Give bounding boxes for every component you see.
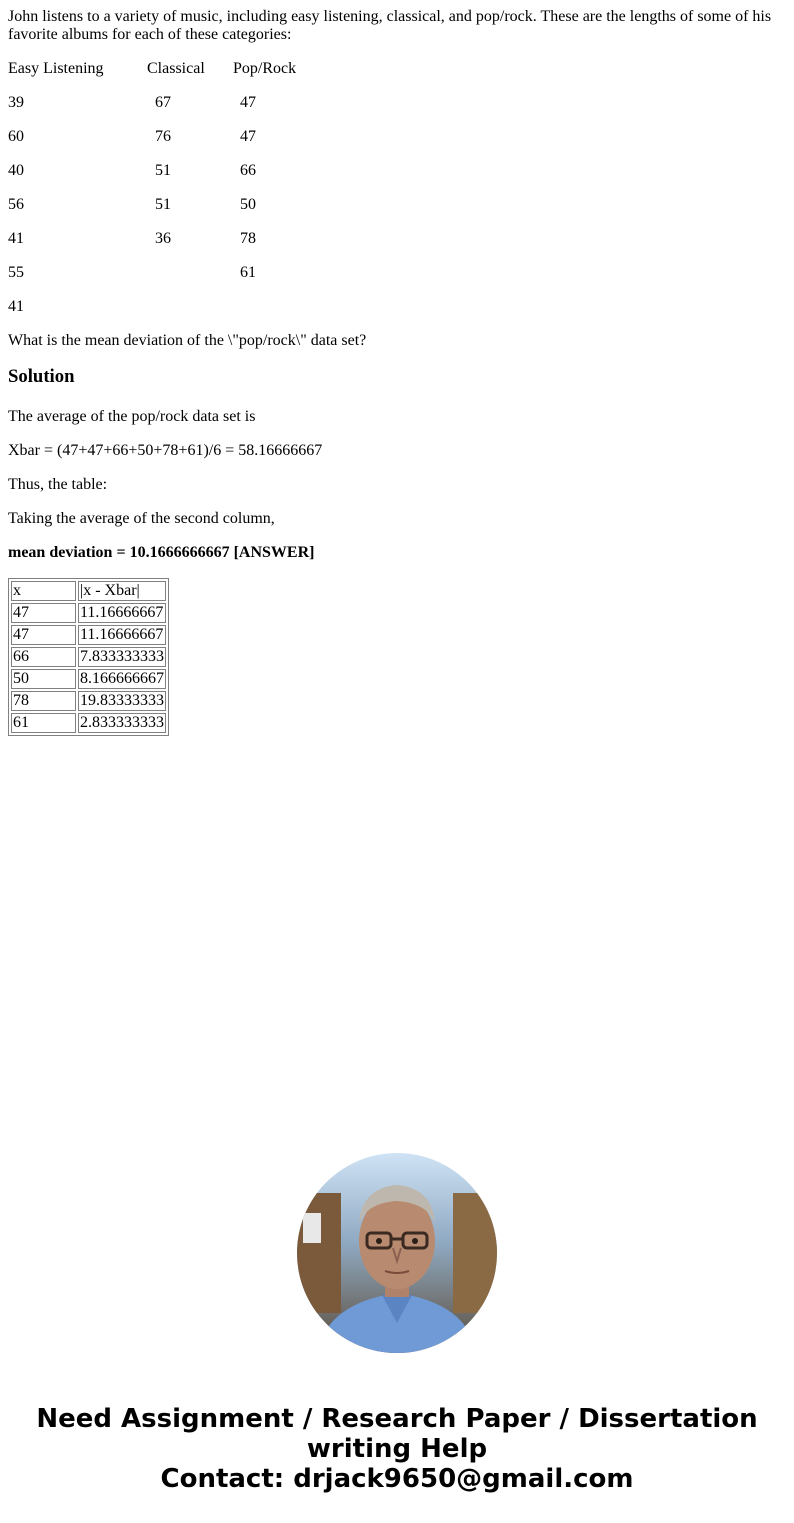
promo-line-2: writing Help <box>306 1434 488 1464</box>
table-cell-x: 50 <box>11 669 76 689</box>
easy-listening-value: 56 <box>8 196 24 213</box>
table-header-abs-deviation: |x - Xbar| <box>78 581 166 601</box>
table-cell-deviation: 7.833333333 <box>80 648 164 665</box>
data-row <box>8 196 786 214</box>
header-easy-listening: Easy Listening <box>8 60 104 77</box>
easy-listening-value: 60 <box>8 128 24 145</box>
easy-listening-value: 41 <box>8 230 24 247</box>
solution-heading: Solution <box>8 366 75 387</box>
header-pop-rock: Pop/Rock <box>233 60 297 77</box>
pop-rock-value: 78 <box>240 230 256 247</box>
data-row <box>8 264 786 282</box>
header-classical: Classical <box>147 60 205 77</box>
solution-line-table: Thus, the table: <box>8 476 108 493</box>
classical-value: 67 <box>155 94 171 111</box>
pop-rock-value: 66 <box>240 162 256 179</box>
category-header-row <box>8 60 786 78</box>
table-row <box>11 713 166 733</box>
author-avatar <box>297 1153 497 1353</box>
pop-rock-value: 50 <box>240 196 256 213</box>
promo-banner <box>0 1404 794 1494</box>
table-cell-deviation: 2.833333333 <box>80 714 164 731</box>
table-cell-x: 47 <box>11 625 76 645</box>
easy-listening-value: 39 <box>8 94 24 111</box>
deviation-table <box>8 578 169 736</box>
easy-listening-value: 41 <box>8 298 24 315</box>
document-content <box>8 8 786 736</box>
pop-rock-value: 47 <box>240 128 256 145</box>
table-row <box>11 603 166 623</box>
easy-listening-value: 55 <box>8 264 24 281</box>
classical-value: 51 <box>155 196 171 213</box>
easy-listening-value: 40 <box>8 162 24 179</box>
question-prompt: What is the mean deviation of the \"pop/rock\" data set? <box>8 332 367 349</box>
table-cell-deviation: 8.166666667 <box>80 670 164 687</box>
table-cell-x: 47 <box>11 603 76 623</box>
pop-rock-value: 61 <box>240 264 256 281</box>
classical-value: 51 <box>155 162 171 179</box>
table-cell-deviation: 11.16666667 <box>78 625 166 645</box>
data-row <box>8 94 786 112</box>
table-row <box>11 647 166 667</box>
table-cell-x: 66 <box>11 647 76 667</box>
author-portrait-illustration <box>297 1153 497 1353</box>
table-row <box>11 669 166 689</box>
table-cell-x: 78 <box>11 691 76 711</box>
table-cell-deviation: 19.83333333 <box>80 692 164 709</box>
table-row <box>11 691 166 711</box>
data-row <box>8 128 786 146</box>
pop-rock-value: 47 <box>240 94 256 111</box>
table-row <box>11 625 166 645</box>
table-cell-x: 61 <box>11 713 76 733</box>
classical-value: 36 <box>155 230 171 247</box>
table-header-x: x <box>11 581 76 601</box>
solution-line-average: The average of the pop/rock data set is <box>8 408 256 425</box>
promo-contact: Contact: drjack9650@gmail.com <box>160 1464 634 1494</box>
solution-line-second-column: Taking the average of the second column, <box>8 510 275 527</box>
table-header-row <box>11 581 166 601</box>
promo-line-1: Need Assignment / Research Paper / Dissertation <box>36 1404 758 1434</box>
question-intro: John listens to a variety of music, including easy listening, classical, and pop/rock. These are the lengths of some of his favorite albums for each of these categories: <box>8 8 772 43</box>
table-cell-deviation: 11.16666667 <box>78 603 166 623</box>
data-row <box>8 162 786 180</box>
data-row <box>8 298 786 316</box>
classical-value: 76 <box>155 128 171 145</box>
solution-answer: mean deviation = 10.1666666667 [ANSWER] <box>8 544 315 561</box>
solution-formula: Xbar = (47+47+66+50+78+61)/6 = 58.16666667 <box>8 442 323 459</box>
data-row <box>8 230 786 248</box>
